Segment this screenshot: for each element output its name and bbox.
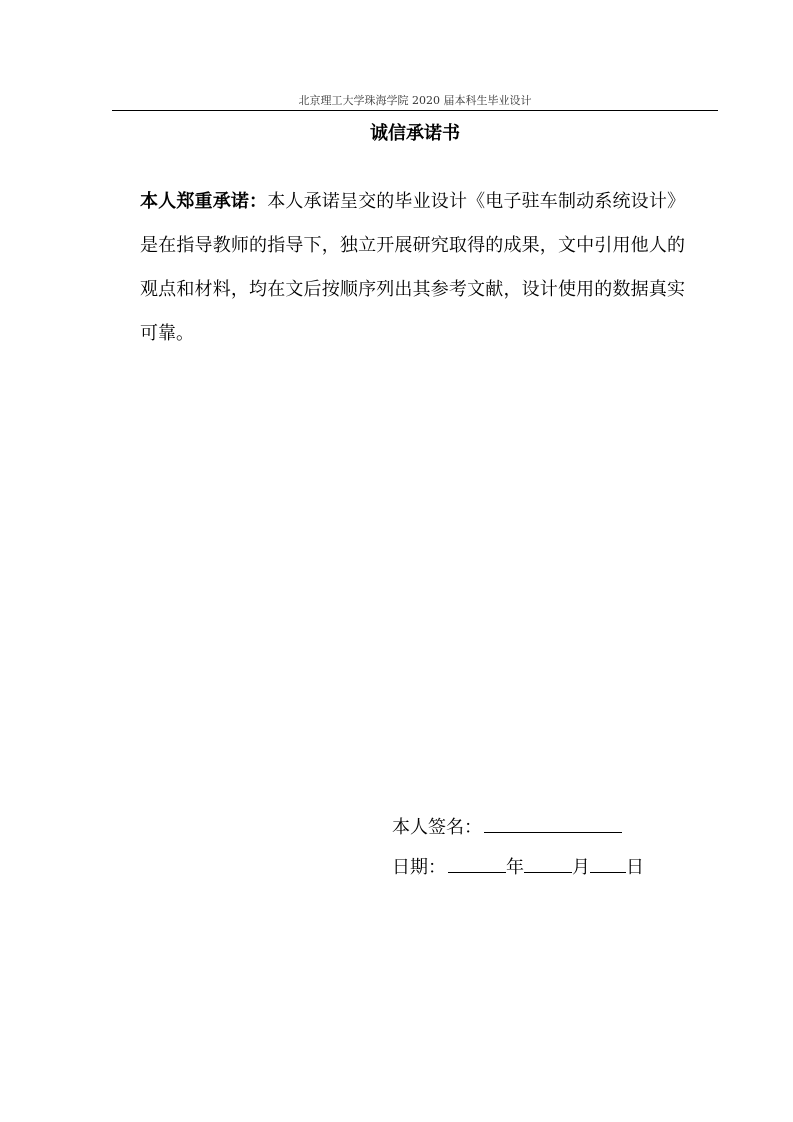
document-title: 诚信承诺书 [370, 123, 460, 144]
signature-label: 本人签名： [392, 817, 482, 838]
day-blank [590, 852, 626, 873]
year-label: 年 [506, 857, 524, 878]
year-blank [448, 852, 506, 873]
page-header: 北京理工大学珠海学院 2020 届本科生毕业设计 [298, 94, 532, 107]
signature-row [392, 808, 644, 848]
pledge-lead: 本人郑重承诺： [140, 191, 268, 212]
pledge-body: 本人承诺呈交的毕业设计《电子驻车制动系统设计》是在指导教师的指导下，独立开展研究取得的成果，文中引用他人的观点和材料，均在文后按顺序列出其参考文献，设计使用的数据真实可靠。 [140, 191, 686, 344]
day-label: 日 [626, 857, 644, 878]
month-blank [524, 852, 572, 873]
month-label: 月 [572, 857, 590, 878]
date-label: 日期： [392, 857, 446, 878]
date-row [392, 848, 644, 888]
signature-blank [484, 812, 622, 833]
signature-block [392, 808, 644, 888]
pledge-statement [140, 180, 685, 356]
header-divider [112, 110, 718, 111]
